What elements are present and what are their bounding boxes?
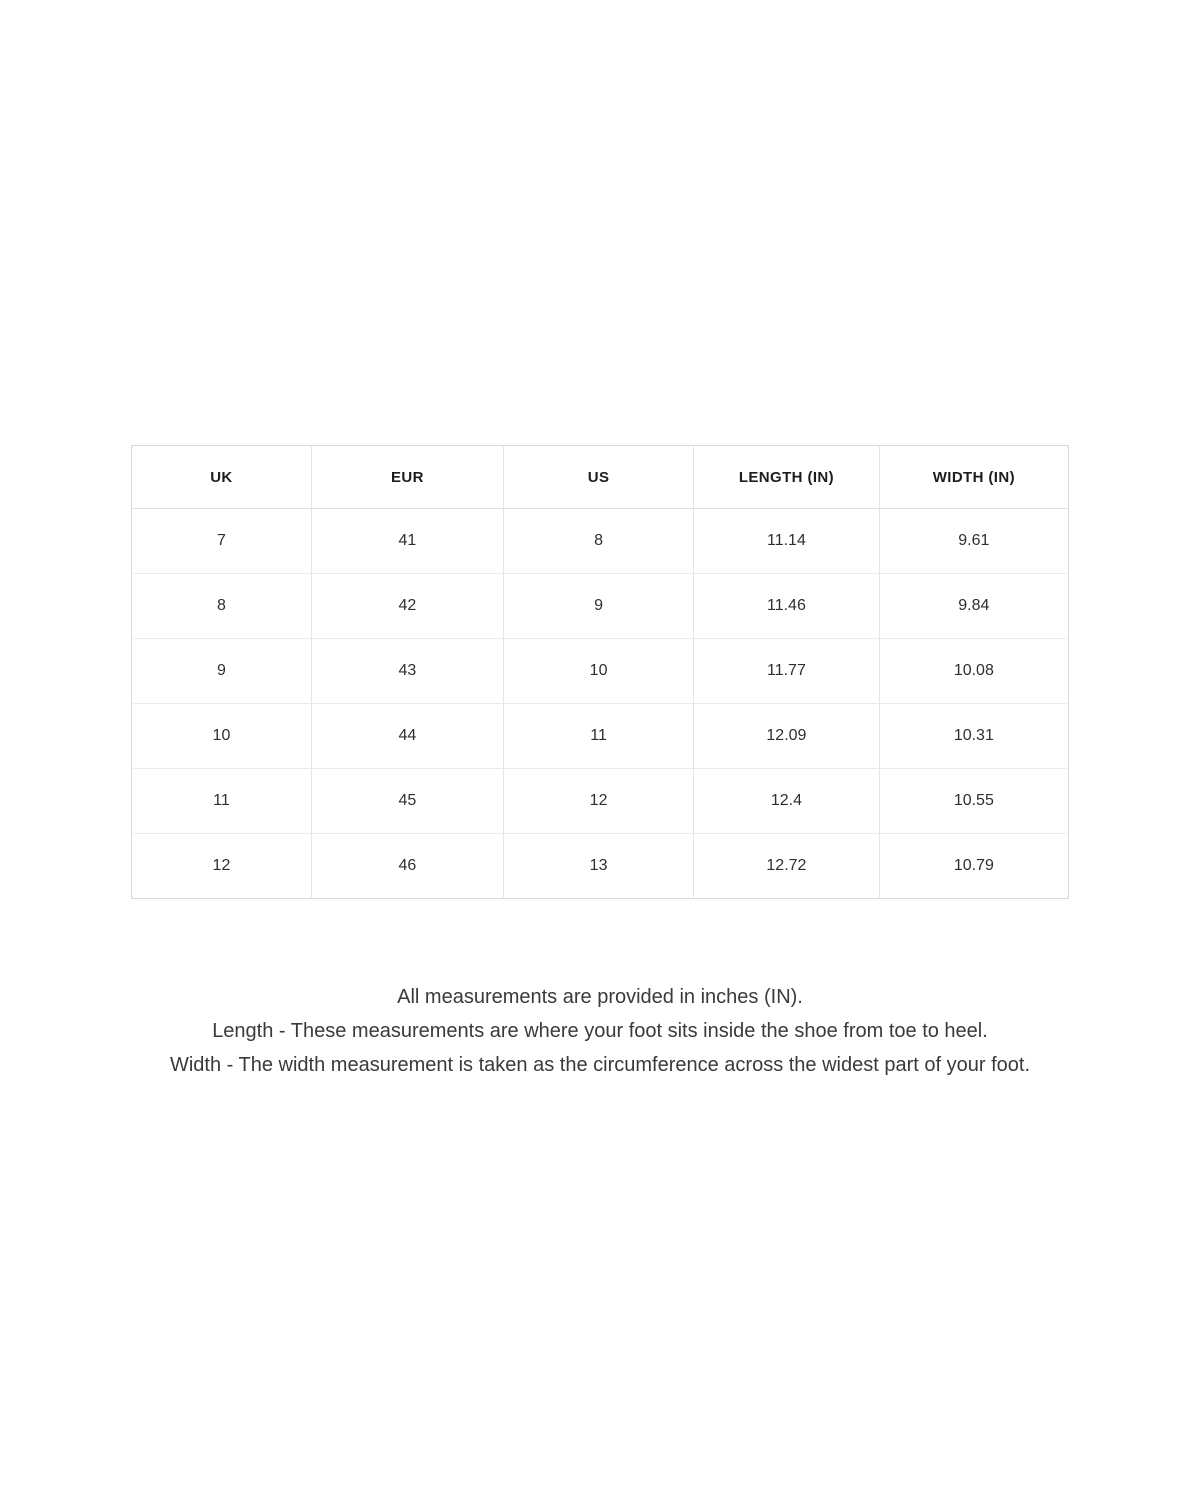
cell-width: 10.31 <box>879 704 1068 769</box>
table-row <box>132 769 1069 834</box>
cell-us: 11 <box>503 704 693 769</box>
table-row <box>132 704 1069 769</box>
cell-eur: 41 <box>311 509 503 574</box>
cell-width: 10.79 <box>879 834 1068 899</box>
cell-us: 13 <box>503 834 693 899</box>
cell-uk: 11 <box>132 769 312 834</box>
cell-us: 9 <box>503 574 693 639</box>
cell-us: 10 <box>503 639 693 704</box>
cell-width: 10.55 <box>879 769 1068 834</box>
column-header-uk: UK <box>132 446 312 509</box>
cell-eur: 45 <box>311 769 503 834</box>
cell-uk: 9 <box>132 639 312 704</box>
measurement-notes <box>0 980 1200 1082</box>
cell-width: 9.61 <box>879 509 1068 574</box>
cell-length: 12.09 <box>694 704 880 769</box>
size-chart-table <box>131 445 1069 899</box>
table-row <box>132 509 1069 574</box>
cell-uk: 7 <box>132 509 312 574</box>
column-header-length: LENGTH (IN) <box>694 446 880 509</box>
cell-length: 11.77 <box>694 639 880 704</box>
cell-length: 12.72 <box>694 834 880 899</box>
cell-us: 12 <box>503 769 693 834</box>
cell-uk: 10 <box>132 704 312 769</box>
column-header-width: WIDTH (IN) <box>879 446 1068 509</box>
size-chart-container <box>131 445 1069 899</box>
column-header-us: US <box>503 446 693 509</box>
note-line-width: Width - The width measurement is taken as the circumference across the widest part of your foot. <box>169 1054 1030 1076</box>
table-row <box>132 834 1069 899</box>
cell-eur: 46 <box>311 834 503 899</box>
note-line-length: Length - These measurements are where your foot sits inside the shoe from toe to heel. <box>212 1020 988 1042</box>
cell-eur: 42 <box>311 574 503 639</box>
size-chart-header <box>132 446 1069 509</box>
cell-uk: 12 <box>132 834 312 899</box>
table-header-row <box>132 446 1069 509</box>
note-line-units: All measurements are provided in inches (IN). <box>397 986 803 1008</box>
cell-eur: 44 <box>311 704 503 769</box>
cell-width: 10.08 <box>879 639 1068 704</box>
cell-width: 9.84 <box>879 574 1068 639</box>
table-row <box>132 639 1069 704</box>
cell-uk: 8 <box>132 574 312 639</box>
cell-length: 12.4 <box>694 769 880 834</box>
column-header-eur: EUR <box>311 446 503 509</box>
cell-length: 11.46 <box>694 574 880 639</box>
cell-length: 11.14 <box>694 509 880 574</box>
size-chart-body <box>132 509 1069 899</box>
table-row <box>132 574 1069 639</box>
cell-eur: 43 <box>311 639 503 704</box>
cell-us: 8 <box>503 509 693 574</box>
